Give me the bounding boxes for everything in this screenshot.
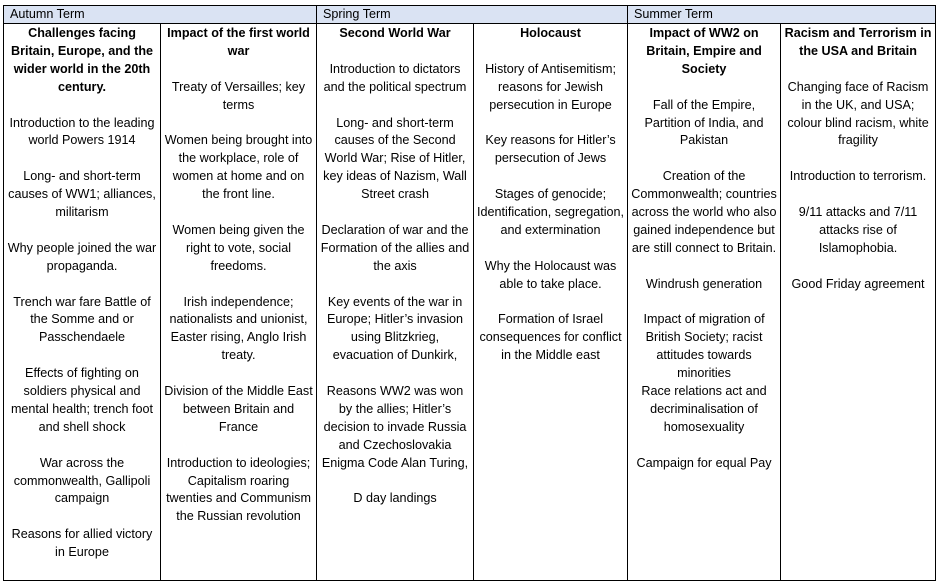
topic-item: History of Antisemitism; reasons for Jewish persecution in Europe [485,61,616,112]
topic-item: Introduction to ideologies; Capitalism roaring twenties and Communism the Russian revolution [166,455,311,524]
topic-item: Women being given the right to vote, social freedoms. [172,222,305,273]
topic-item: Treaty of Versailles; key terms [171,79,306,112]
topic-item: Reasons for allied victory in Europe [11,527,153,560]
topic-item: Good Friday agreement [791,276,925,291]
topic-item: Creation of the Commonwealth; countries across the world who also gained independence but are still connect to Britain. [631,169,777,255]
topic-title: Impact of WW2 on Britain, Empire and Society [646,26,762,76]
topic-item: Fall of the Empire, Partition of India, and Pakistan [644,97,764,148]
topic-item: Introduction to dictators and the political spectrum [323,61,467,94]
topic-item: Introduction to terrorism. [789,169,927,184]
topic-item: Reasons WW2 was won by the allies; Hitler’s decision to invade Russia and Czechoslovakia Enigma Code Alan Turing, [321,384,469,470]
topic-item: Declaration of war and the Formation of the allies and the axis [320,222,470,273]
topic-item: Formation of Israel consequences for conflict in the Middle east [479,312,622,363]
topic-item: Women being brought into the workplace, role of women at home and on the front line. [164,133,313,202]
curriculum-table [3,5,936,581]
topic-title: Challenges facing Britain, Europe, and the wider world in the 20th century. [10,26,154,94]
topic-column [474,24,628,581]
topic-item: Key events of the war in Europe; Hitler’s invasion using Blitzkrieg, evacuation of Dunkirk, [326,294,464,363]
topics-row [4,24,936,581]
topic-item: D day landings [353,491,437,506]
topic-title: Holocaust [520,26,581,40]
term-header-row [4,6,936,24]
topic-item: War across the commonwealth, Gallipoli campaign [13,455,151,506]
topic-column [781,24,936,581]
topic-item: Why the Holocaust was able to take place. [484,258,617,291]
term-spring: Spring Term [317,6,628,24]
topic-item: Why people joined the war propaganda. [7,240,157,273]
topic-item: Impact of migration of British Society; racist attitudes towards minorities [643,312,765,381]
topic-column [161,24,317,581]
topic-item: Effects of fighting on soldiers physical and mental health; trench foot and shell shock [10,366,154,434]
term-autumn: Autumn Term [4,6,317,24]
topic-item: Campaign for equal Pay [636,455,772,470]
topic-title: Impact of the first world war [167,26,310,58]
topic-item: Changing face of Racism in the UK, and USA; colour blind racism, white fragility [787,79,929,148]
topic-column [628,24,781,581]
topic-title: Racism and Terrorism in the USA and Britain [784,26,932,58]
topic-item: 9/11 attacks and 7/11 attacks rise of Islamophobia. [798,205,918,255]
topic-item: Long- and short-term causes of WW1; alliances, militarism [8,169,156,220]
topic-column [4,24,161,581]
topic-item: Key reasons for Hitler’s persecution of Jews [485,133,616,166]
topic-item: Race relations act and decriminalisation of homosexuality [641,384,767,434]
term-summer: Summer Term [628,6,936,24]
topic-item: Windrush generation [645,276,763,291]
topic-item: Irish independence; nationalists and unionist, Easter rising, Anglo Irish treaty. [169,294,308,363]
topic-item: Long- and short-term causes of the Second World War; Rise of Hitler, key ideas of Nazism, Wall Street crash [323,115,467,202]
topic-column [317,24,474,581]
topic-item: Stages of genocide; Identification, segregation, and extermination [477,187,625,237]
topic-item: Division of the Middle East between Britain and France [164,384,313,434]
topic-title: Second World War [339,26,451,40]
topic-item: Trench war fare Battle of the Somme and or Passchendaele [13,294,151,345]
topic-item: Introduction to the leading world Powers 1914 [9,115,155,148]
